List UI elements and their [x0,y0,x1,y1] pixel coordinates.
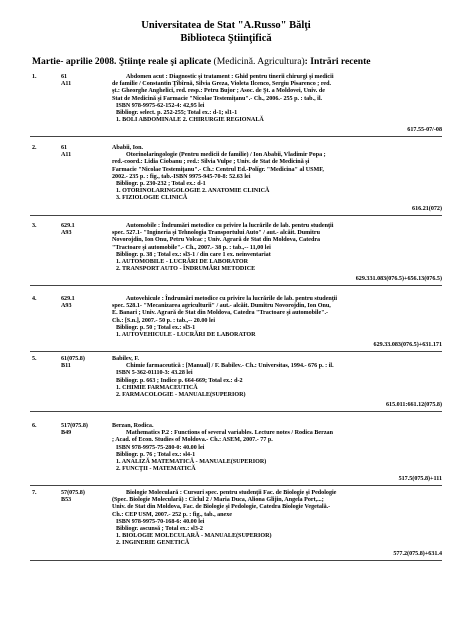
entry-line: (Spec. Biologie Moleculară) : Ciclul 2 / Maria Duca, Aliona Glijin, Angela Port,...; [112,497,324,504]
entry-line: 1. AUTOMOBILE - LUCRĂRI DE LABORATOR [116,259,249,266]
classification-index: 629.331.083(076.5)+656.13(076.5) [355,276,442,283]
entry-line: 1. BIOLOGIE MOLECULARĂ - MANUALE(SUPERIOR) [116,533,272,540]
entry-line: 2. INGINERIE GENETICĂ [116,540,190,547]
call-number: 517(075.8) [61,423,88,429]
call-number: 57(075.8) [61,490,85,496]
entry-number: 4. [32,296,37,302]
classification-index: 616.21(072) [412,205,442,212]
entry-number: 5. [32,356,37,362]
entry-line: 1. AUTOVEHICULE - LUCRĂRI DE LABORATOR [116,332,256,339]
entry-line: Biologie Moleculară : Cursuri spec. pentru studenţii Fac. de Biologie şi Pedologie [126,490,337,496]
entry-line: Autovehicule : Îndrumări metodice cu privire la lucrările de lab. pentru studenţii [126,296,338,302]
cutter-number: B53 [61,497,72,504]
entry-line: "Tractoare şi automobile".- Ch., 2007.- 38 p. : tab.,-- 11,00 lei [112,244,271,251]
entry-line: ISBN 5-362-01110-3: 43.28 lei [116,370,193,377]
call-number: 61 [61,74,68,80]
entry-divider [30,560,442,561]
entry-line: 3. FIZIOLOGIE CLINICĂ [116,195,188,202]
entry-line: Bibliogr. p. 50 ; Total ex.: sl3-1 [116,324,196,331]
entry-divider [30,351,442,352]
entry-divider [30,411,442,412]
entry-line: Bibliogr. p. 230-232 ; Total ex.: d-1 [116,181,206,188]
entry-divider [30,215,442,216]
entry-number: 6. [32,423,37,429]
classification-index: 615.011:661.12(075.8) [385,402,442,409]
section-title-suffix: : Intrări recente [304,56,371,67]
entry-line: Novorojdin, Ion Onu, Petru Volcac ; Univ. Agrară de Stat din Moldova, Catedra [112,237,321,244]
entry-number: 1. [32,74,37,80]
cutter-number: A11 [61,81,72,88]
entry-line: 2002.- 235 p. : fig., tab.-ISBN 9975-945-70-8: 52.63 lei [112,173,251,180]
entry-description [112,490,424,548]
entry-line: 2. FUNCŢII - MATEMATICĂ [116,466,196,473]
entry-line: Farmacie "Nicolae Testemiţanu".- Ch.: Centrul Ed.-Polígr. "Medicina" al USMF, [112,166,324,173]
entry-line: 1. OTORINOLARINGOLOGIE 2. ANATOMIE CLINICĂ [116,188,270,195]
entry-line: spec. 528.1- "Mecanizarea agriculturii" / aut.- alcăit. Dumitru Novorojdin, Ion Onu, [112,303,331,310]
cutter-number: B49 [61,430,72,437]
entry-line: Chimie farmaceutică : [Manual] / F. Babilev.- Ch.: Universitas, 1994.- 676 p. : il. [126,363,334,370]
cutter-number: A93 [61,303,72,310]
entry-description [112,423,424,473]
classification-index: 629.33.083(076.5)+631.171 [373,342,442,349]
entry-number: 7. [32,490,37,496]
entry-line: Abdomen acut : Diagnostic şi tratament : Ghid pentru tinerii chirurgi şi medicii [126,74,334,80]
entry-line: Bibliogr. select. p. 252-255; Total ex.: d-1; sl1-1 [116,110,238,117]
entry-line: ISBN 978-9975-70-168-6: 40.00 lei [116,518,205,525]
entry-line: 1. BOLI ABDOMINALE 2. CHIRURGIE REGIONALĂ [116,117,264,124]
entry-line: Stat de Medicină şi Farmacie "Nicolae Testemiţanu".- Ch., 2006.- 255 p. : tab., il. [112,95,323,102]
entry-line: 1. CHIMIE FARMACEUTICĂ [116,384,198,391]
cutter-number: A93 [61,230,72,237]
entry-line: şt.: Gheorghe Anghelici, red. resp.: Petru Bujor ; Asoc. de Şt. a Moldovei, Univ. de [112,88,325,95]
entry-description [112,223,424,273]
entry-line: Babilev, F. [112,356,140,362]
entry-line: ISBN 978-9975-62-152-4: 42,95 lei [116,102,205,109]
entry-line: E. Banari ; Univ. Agrară de Stat din Moldova, Catedra "Tractoare şi automobile".- [112,310,329,317]
entry-description [112,356,424,399]
entry-line: Bibliogr. p. 76 ; Total ex.: sl4-1 [116,451,196,458]
entry-line: de familie / Constantin Ţîbîrnă, Silvia Greza, Violeta Ilcenco, Sergiu Pisarenco ; red. [112,81,332,88]
entry-line: Bibliogr. p. 38 ; Total ex.: sl3-1 / din care 1 ex. neinventariat [116,251,271,258]
classification-index: 617.55-07/-08 [407,127,442,134]
entry-line: spec. 527.1- "Ingineria şi Tehnologia Transportului Auto" / aut.- alcăit. Dumitru [112,230,320,237]
entry-divider [30,136,442,137]
library-title: Biblioteca Ştiinţifică [180,33,272,44]
section-title-period: Martie- aprilie 2008. Ştiinţe reale şi aplicate [32,56,212,67]
entry-divider [30,485,442,486]
entry-description [112,296,424,339]
call-number: 629.1 [61,223,75,229]
call-number: 61 [61,145,68,151]
entry-line: Berzan, Rodica. [112,423,154,429]
entry-line: 2. FARMACOLOGIE - MANUALE(SUPERIOR) [116,392,246,399]
section-title [32,56,442,67]
entry-number: 2. [32,145,37,151]
entry-divider [30,285,442,286]
entry-number: 3. [32,223,37,229]
entry-line: Univ. de Stat din Moldova, Fac. de Biologie şi Pedologie, Catedra Biologie Vegetală.- [112,504,331,511]
entry-line: Ch.: CEP USM, 2007.- 252 p. : fig., tab., anexe [112,511,233,518]
entry-line: red.-coord.: Lidia Ciobanu ; red.: Silvia Vulpe ; Univ. de Stat de Medicină şi [112,159,310,166]
entry-line: ; Acad. of Econ. Studies of Moldova.- Ch.: ASEM, 2007.- 77 p. [112,437,273,444]
cutter-number: A11 [61,152,72,159]
entry-line: Ch.: [S.n.], 2007.- 50 p. : tab.,-- 20.00 lei [112,317,216,324]
entry-description [112,145,424,203]
entry-line: 2. TRANSPORT AUTO - ÎNDRUMĂRI METODICE [116,266,256,273]
classification-index: 517.5(075.8)+111 [398,476,442,483]
university-title: Universitatea de Stat "A.Russo" Bălţi [141,20,311,31]
entry-line: Otorinolaringologie (Pentru medicii de familie) / Ion Ababii, Vladimir Popa ; [126,152,326,159]
section-title-fields: (Medicină. Agricultura) [211,56,305,67]
call-number: 61(075.8) [61,356,85,362]
classification-index: 577.2(075.8)+631.4 [393,550,442,557]
entry-line: Automobile : Îndrumări metodice cu privire la lucrările de lab. pentru studenţii [126,223,334,229]
entry-description [112,74,424,124]
entry-line: 1. ANALIZĂ MATEMATICĂ - MANUALE(SUPERIOR) [116,459,267,466]
entry-line: Ababii, Ion. [112,145,143,151]
cutter-number: B11 [61,363,71,370]
entry-line: ISBN 978-9975-75-280-0: 40.00 lei [116,444,205,451]
call-number: 629.1 [61,296,75,302]
entry-line: Mathematics P.2 : Functions of several variables. Lecture notes / Rodica Berzan [126,430,333,437]
entry-line: Bibliogr. ascunsă ; Total ex.: sl3-2 [116,526,203,533]
entry-line: Bibliogr. p. 663 ; Indice p. 664-669; Total ex.: d-2 [116,377,243,384]
